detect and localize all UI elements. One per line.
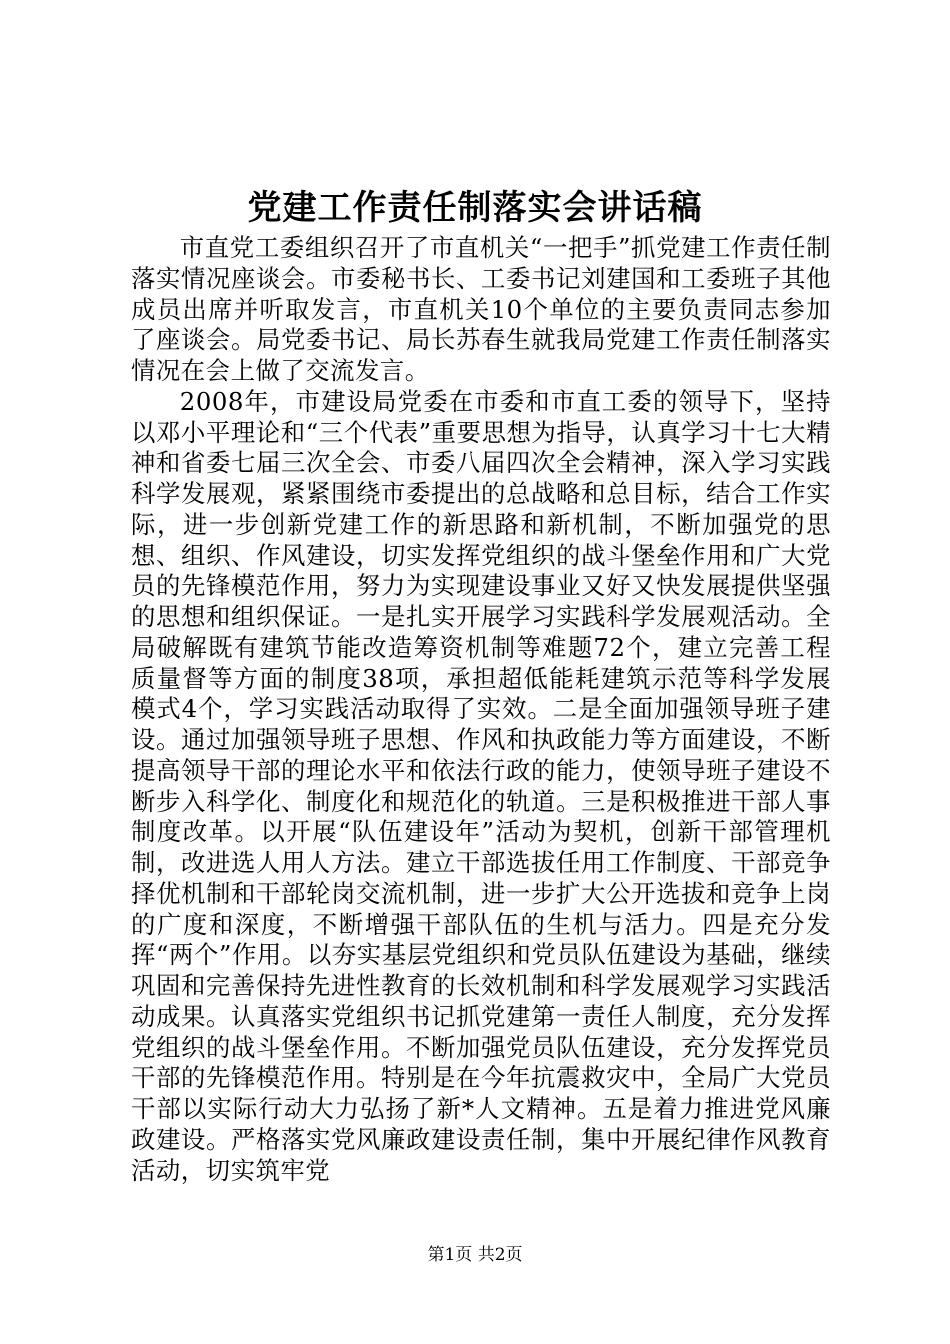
document-body [131, 233, 831, 1186]
document-title: 党建工作责任制落实会讲话稿 [247, 188, 703, 228]
paragraph-2: 2008年，市建设局党委在市委和市直工委的领导下，坚持以邓小平理论和“三个代表”重要思想为指导，认真学习十七大精神和省委七届三次全会、市委八届四次全会精神，深入学习实践科学发展观，紧紧围绕市委提出的总战略和总目标，结合工作实际，进一步创新党建工作的新思路和新机制，不断加强党的思想、组织、作风建设，切实发挥党组织的战斗堡垒作用和广大党员的先锋模范作用，努力为实现建设事业又好又快发展提供坚强的思想和组织保证。一是扎实开展学习实践科学发展观活动。全局破解既有建筑节能改造筹资机制等难题72个，建立完善工程质量督等方面的制度38项，承担超低能耗建筑示范等科学发展模式4个，学习实践活动取得了实效。二是全面加强领导班子建设。通过加强领导班子思想、作风和执政能力等方面建设，不断提高领导干部的理论水平和依法行政的能力，使领导班子建设不断步入科学化、制度化和规范化的轨道。三是积极推进干部人事制度改革。以开展“队伍建设年”活动为契机，创新干部管理机制，改进选人用人方法。建立干部选拔任用工作制度、干部竞争择优机制和干部轮岗交流机制，进一步扩大公开选拔和竞争上岗的广度和深度，不断增强干部队伍的生机与活力。四是充分发挥“两个”作用。以夯实基层党组织和党员队伍建设为基础，继续巩固和完善保持先进性教育的长效机制和科学发展观学习实践活动成果。认真落实党组织书记抓党建第一责任人制度，充分发挥党组织的战斗堡垒作用。不断加强党员队伍建设，充分发挥党员干部的先锋模范作用。特别是在今年抗震救灾中，全局广大党员干部以实际行动大力弘扬了新*人文精神。五是着力推进党风廉政建设。严格落实党风廉政建设责任制，集中开展纪律作风教育活动，切实筑牢党 [131, 386, 831, 1185]
paragraph-1: 市直党工委组织召开了市直机关“一把手”抓党建工作责任制落实情况座谈会。市委秘书长、工委书记刘建国和工委班子其他成员出席并听取发言，市直机关10个单位的主要负责同志参加了座谈会。局党委书记、局长苏春生就我局党建工作责任制落实情况在会上做了交流发言。 [131, 233, 831, 385]
page-number-footer: 第1页 共2页 [427, 1245, 523, 1265]
